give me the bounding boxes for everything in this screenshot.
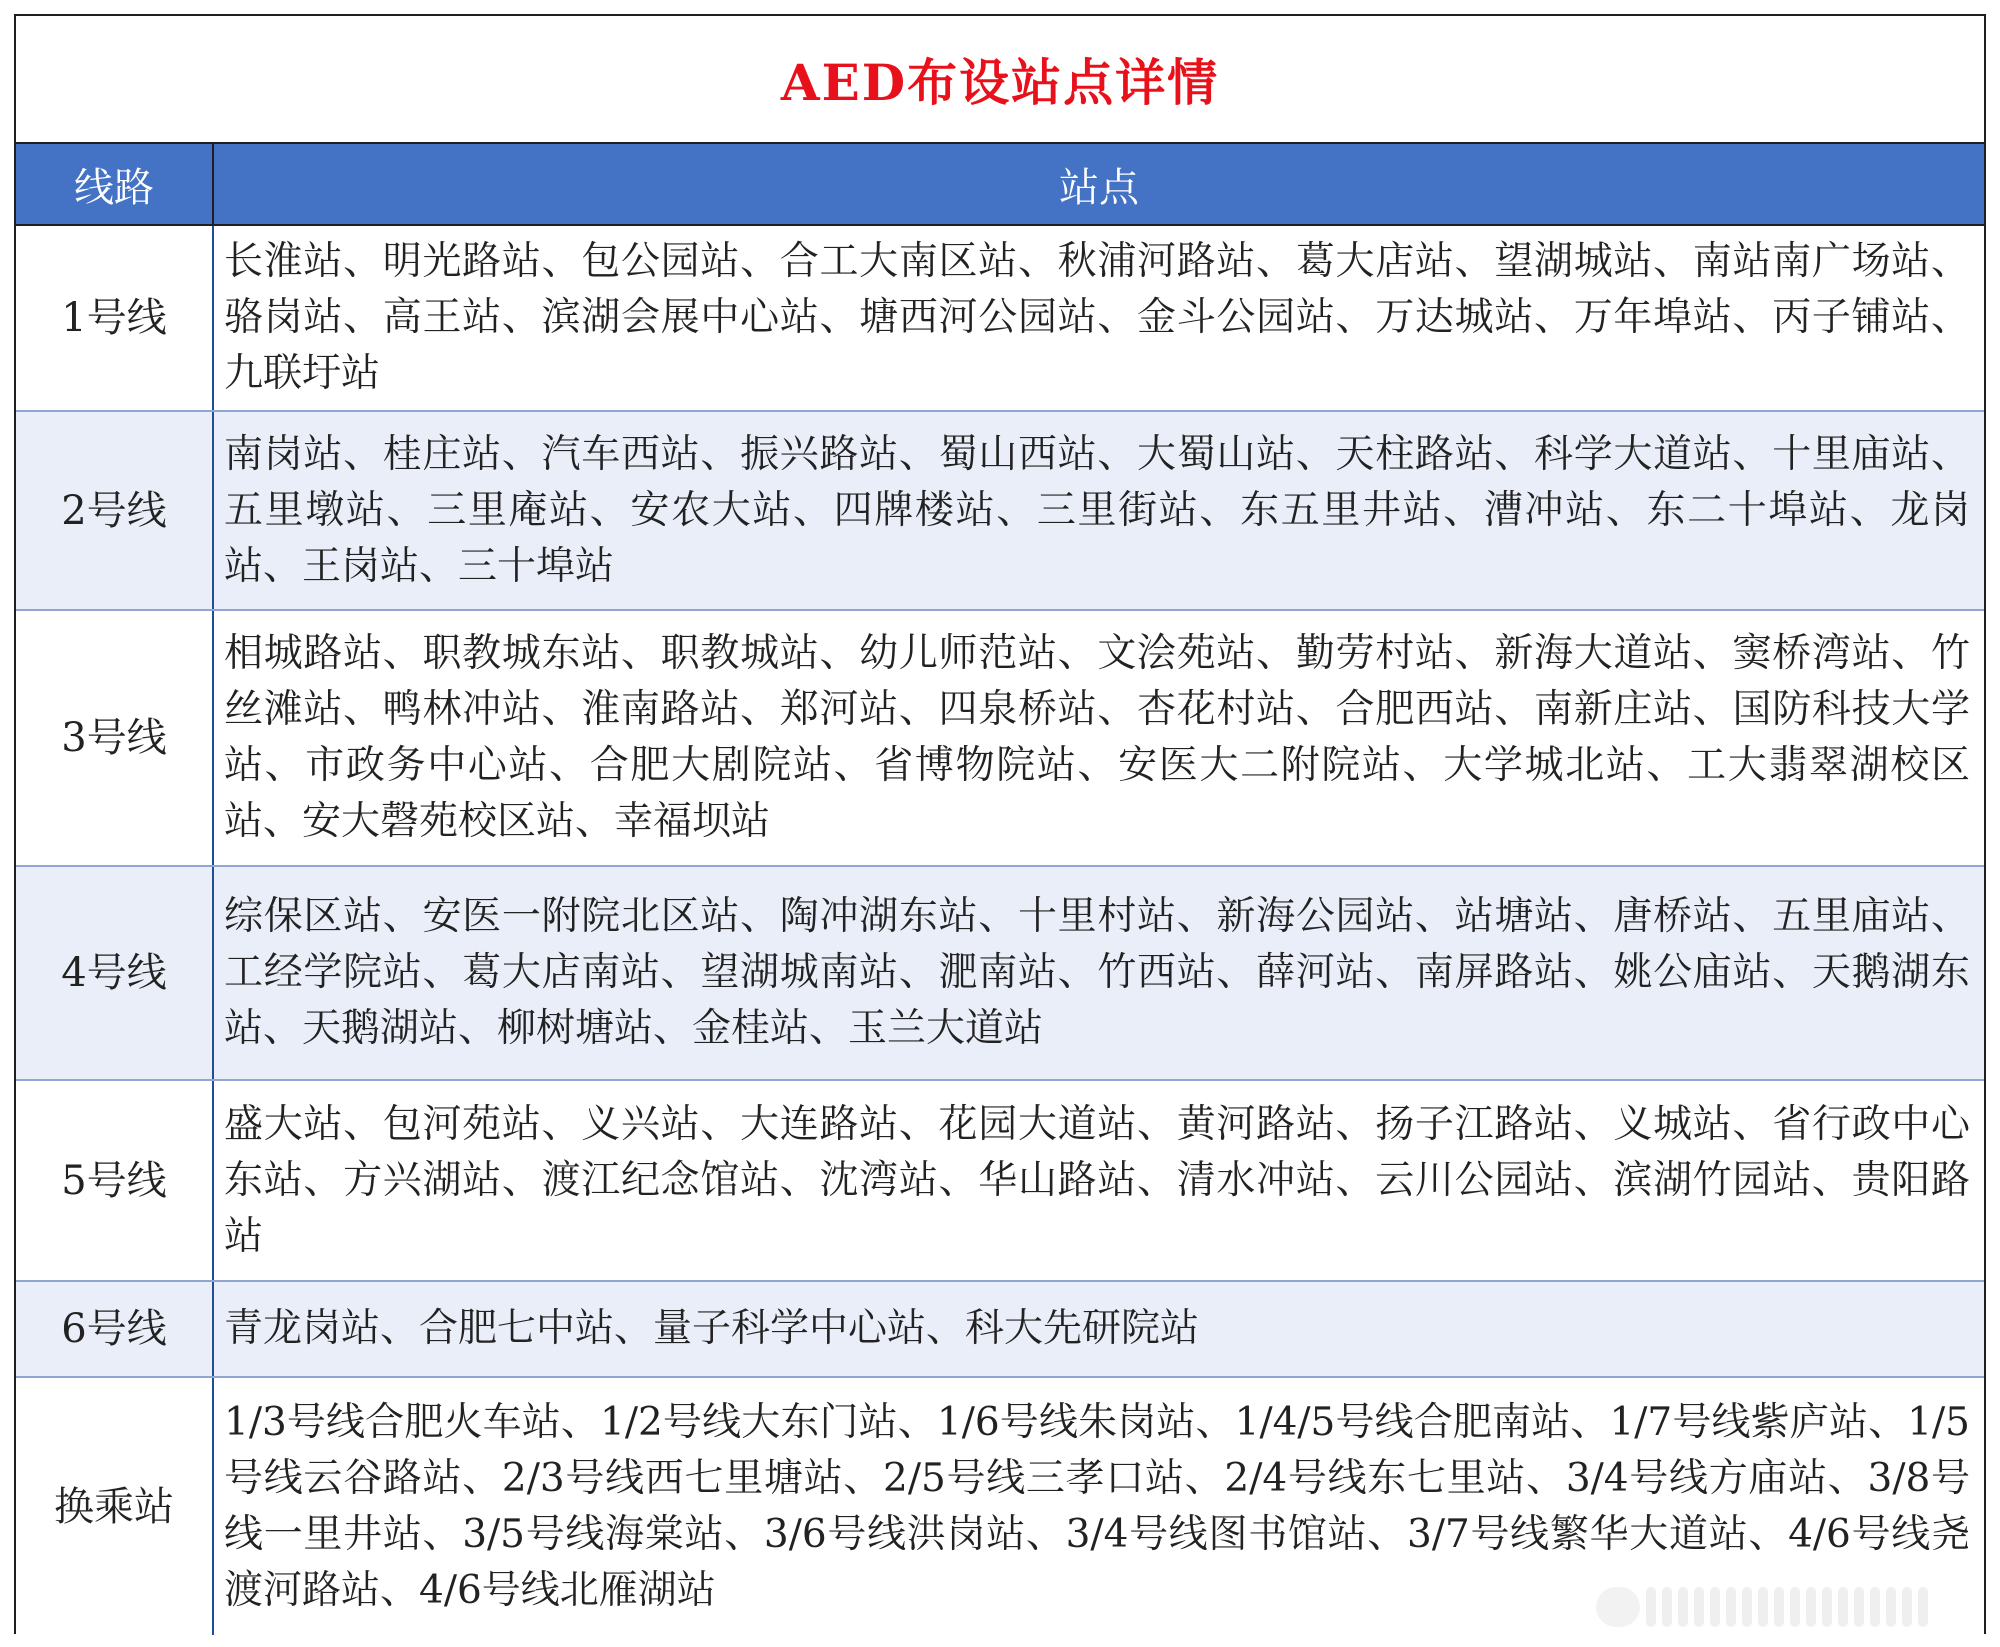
table-header xyxy=(16,144,1984,225)
watermark-bar xyxy=(1838,1587,1848,1627)
table-row xyxy=(16,411,1984,610)
stations-text: 盛大站、包河苑站、义兴站、大连路站、花园大道站、黄河路站、扬子江路站、义城站、省行政中心东站、方兴湖站、渡江纪念馆站、沈湾站、华山路站、清水冲站、云川公园站、滨湖竹园站、贵阳路站 xyxy=(224,1101,1970,1259)
watermark-bar xyxy=(1774,1587,1784,1627)
stations-text: 综保区站、安医一附院北区站、陶冲湖东站、十里村站、新海公园站、站塘站、唐桥站、五里庙站、工经学院站、葛大店南站、望湖城南站、淝南站、竹西站、薛河站、南屏路站、姚公庙站、天鹅湖东站、天鹅湖站、柳树塘站、金桂站、玉兰大道站 xyxy=(224,894,1970,1051)
header-line: 线路 xyxy=(16,144,213,225)
watermark-bar xyxy=(1790,1587,1800,1627)
line-cell: 1号线 xyxy=(16,225,213,411)
stations-cell xyxy=(213,1281,1984,1377)
stations-cell xyxy=(213,610,1984,866)
line-cell: 换乘站 xyxy=(16,1377,213,1635)
watermark-bar xyxy=(1806,1587,1816,1627)
watermark-bar xyxy=(1822,1587,1832,1627)
watermark-bar xyxy=(1694,1587,1704,1627)
table-row xyxy=(16,610,1984,866)
table-row xyxy=(16,1080,1984,1281)
table-body xyxy=(16,225,1984,1635)
table-row xyxy=(16,225,1984,411)
title-row xyxy=(16,16,1984,144)
watermark-logo xyxy=(1596,1585,1976,1629)
watermark-bar xyxy=(1854,1587,1864,1627)
line-cell: 4号线 xyxy=(16,866,213,1080)
table-row xyxy=(16,1281,1984,1377)
watermark-bar xyxy=(1646,1587,1656,1627)
stations-cell xyxy=(213,1080,1984,1281)
watermark-blob-icon xyxy=(1596,1587,1640,1627)
page-title: AED布设站点详情 xyxy=(780,53,1220,112)
header-stations: 站点 xyxy=(213,144,1984,225)
stations-cell xyxy=(213,225,1984,411)
watermark-bar xyxy=(1662,1587,1672,1627)
aed-station-table-sheet xyxy=(14,14,1986,1634)
stations-text: 长淮站、明光路站、包公园站、合工大南区站、秋浦河路站、葛大店站、望湖城站、南站南广场站、骆岗站、高王站、滨湖会展中心站、塘西河公园站、金斗公园站、万达城站、万年埠站、丙子铺站、九联圩站 xyxy=(224,239,1970,396)
watermark-bar xyxy=(1870,1587,1880,1627)
stations-text: 1/3号线合肥火车站、1/2号线大东门站、1/6号线朱岗站、1/4/5号线合肥南站、1/7号线紫庐站、1/5号线云谷路站、2/3号线西七里塘站、2/5号线三孝口站、2/4号线东七里站、3/4号线方庙站、3/8号线一里井站、3/5号线海棠站、3/6号线洪岗站、3/4号线图书馆站、3/7号线繁华大道站、4/6号线尧渡河路站、4/6号线北雁湖站 xyxy=(224,1399,1970,1613)
line-cell: 5号线 xyxy=(16,1080,213,1281)
station-table xyxy=(16,144,1984,1635)
watermark-bar xyxy=(1918,1587,1928,1627)
watermark-bar xyxy=(1678,1587,1688,1627)
stations-text: 南岗站、桂庄站、汽车西站、振兴路站、蜀山西站、大蜀山站、天柱路站、科学大道站、十里庙站、五里墩站、三里庵站、安农大站、四牌楼站、三里街站、东五里井站、漕冲站、东二十埠站、龙岗站、王岗站、三十埠站 xyxy=(224,431,1970,589)
watermark-bar xyxy=(1902,1587,1912,1627)
stations-text: 相城路站、职教城东站、职教城站、幼儿师范站、文浍苑站、勤劳村站、新海大道站、窦桥湾站、竹丝滩站、鸭林冲站、淮南路站、郑河站、四泉桥站、杏花村站、合肥西站、南新庄站、国防科技大学站、市政务中心站、合肥大剧院站、省博物院站、安医大二附院站、大学城北站、工大翡翠湖校区站、安大磬苑校区站、幸福坝站 xyxy=(224,631,1970,844)
line-cell: 2号线 xyxy=(16,411,213,610)
stations-cell xyxy=(213,866,1984,1080)
table-row xyxy=(16,866,1984,1080)
stations-cell xyxy=(213,411,1984,610)
stations-text: 青龙岗站、合肥七中站、量子科学中心站、科大先研院站 xyxy=(224,1306,1200,1351)
watermark-bar xyxy=(1886,1587,1896,1627)
line-cell: 6号线 xyxy=(16,1281,213,1377)
watermark-bar xyxy=(1742,1587,1752,1627)
header-row xyxy=(16,144,1984,225)
watermark-bar xyxy=(1758,1587,1768,1627)
watermark-bar xyxy=(1726,1587,1736,1627)
watermark-bar xyxy=(1710,1587,1720,1627)
line-cell: 3号线 xyxy=(16,610,213,866)
